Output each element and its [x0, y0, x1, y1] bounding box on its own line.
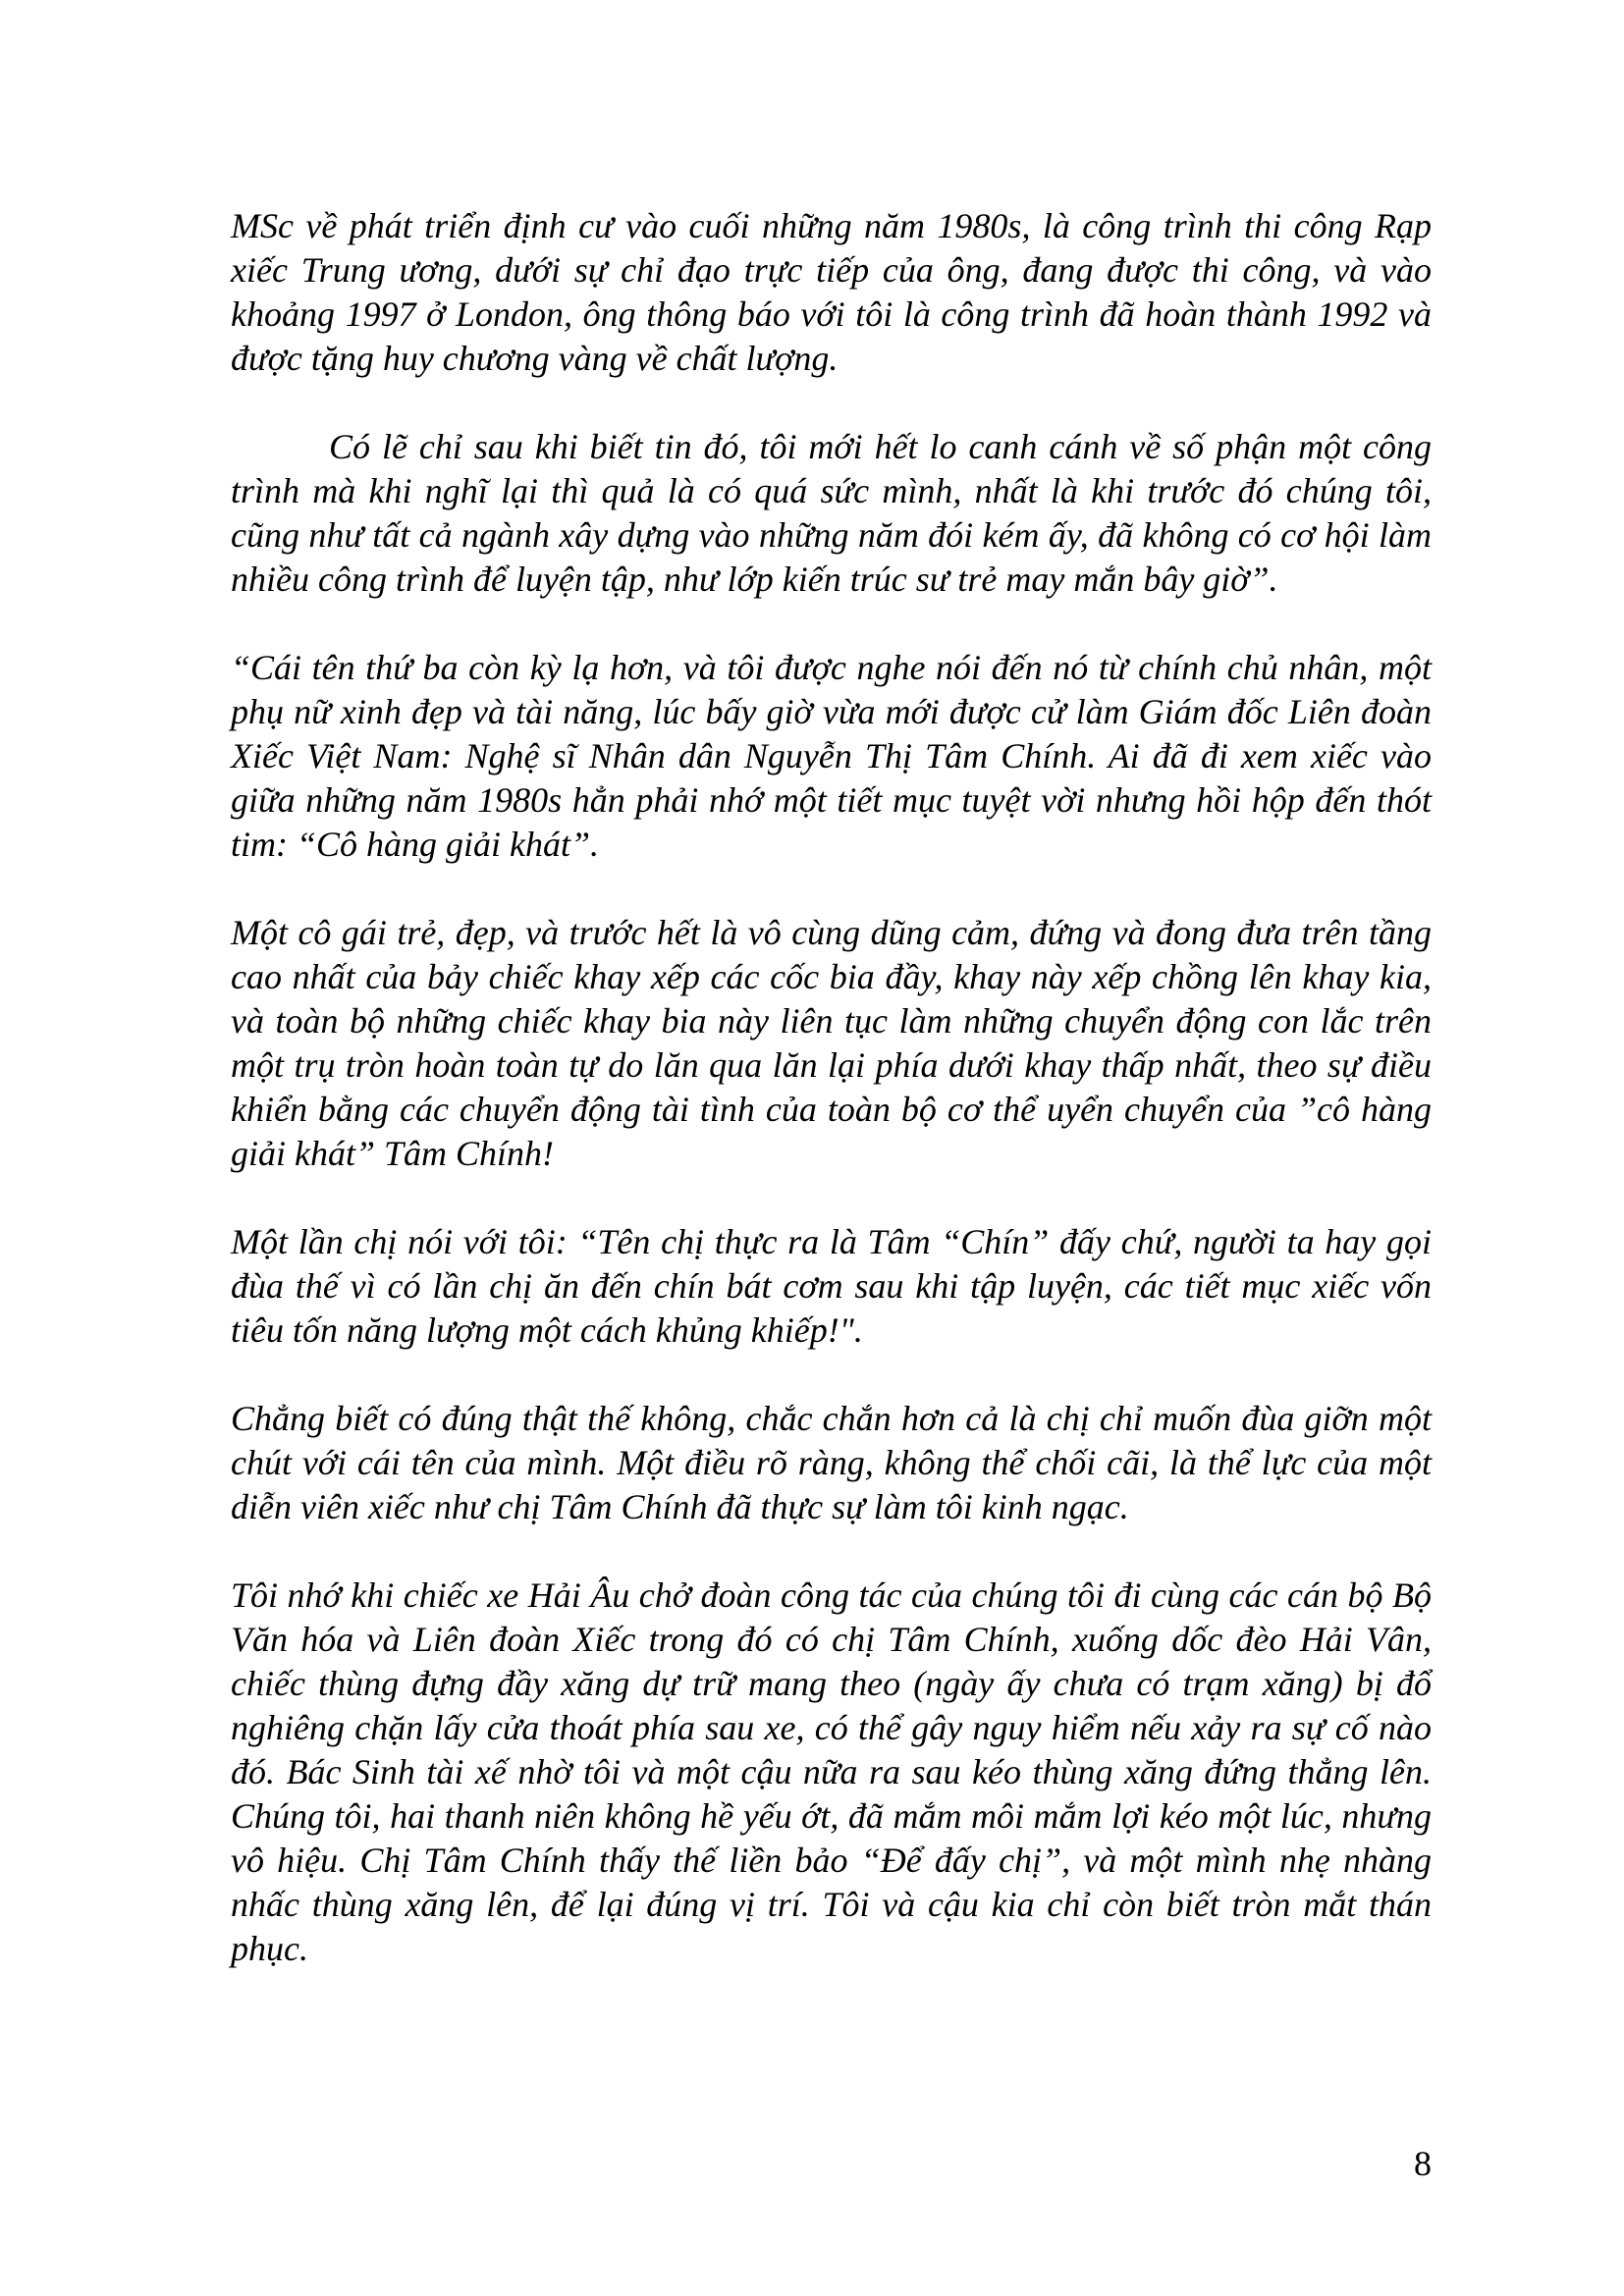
page-body — [231, 204, 1432, 2015]
paragraph: Một cô gái trẻ, đẹp, và trước hết là vô cùng dũng cảm, đứng và đong đưa trên tầng cao nhất của bảy chiếc khay xếp các cốc bia đầy, khay này xếp chồng lên khay kia, và toàn bộ những chiếc khay bia này liên tục làm những chuyển động con lắc trên một trụ tròn hoàn toàn tự do lăn qua lăn lại phía dưới khay thấp nhất, theo sự điều khiển bằng các chuyển động tài tình của toàn bộ cơ thể uyển chuyển của ”cô hàng giải khát” Tâm Chính! — [231, 913, 1432, 1173]
paragraph: “Cái tên thứ ba còn kỳ lạ hơn, và tôi được nghe nói đến nó từ chính chủ nhân, một phụ nữ xinh đẹp và tài năng, lúc bấy giờ vừa mới được cử làm Giám đốc Liên đoàn Xiếc Việt Nam: Nghệ sĩ Nhân dân Nguyễn Thị Tâm Chính. Ai đã đi xem xiếc vào giữa những năm 1980s hẳn phải nhớ một tiết mục tuyệt vời nhưng hồi hộp đến thót tim: “Cô hàng giải khát”. — [231, 648, 1432, 864]
paragraph: Có lẽ chỉ sau khi biết tin đó, tôi mới hết lo canh cánh về số phận một công trình mà khi nghĩ lại thì quả là có quá sức mình, nhất là khi trước đó chúng tôi, cũng như tất cả ngành xây dựng vào những năm đói kém ấy, đã không có cơ hội làm nhiều công trình để luyện tập, như lớp kiến trúc sư trẻ may mắn bây giờ”. — [231, 427, 1432, 599]
paragraph: Tôi nhớ khi chiếc xe Hải Âu chở đoàn công tác của chúng tôi đi cùng các cán bộ Bộ Văn hóa và Liên đoàn Xiếc trong đó có chị Tâm Chính, xuống dốc đèo Hải Vân, chiếc thùng đựng đầy xăng dự trữ mang theo (ngày ấy chưa có trạm xăng) bị đổ nghiêng chặn lấy cửa thoát phía sau xe, có thể gây nguy hiểm nếu xảy ra sự cố nào đó. Bác Sinh tài xế nhờ tôi và một cậu nữa ra sau kéo thùng xăng đứng thẳng lên. Chúng tôi, hai thanh niên không hề yếu ớt, đã mắm môi mắm lợi kéo một lúc, nhưng vô hiệu. Chị Tâm Chính thấy thế liền bảo “Để đấy chị”, và một mình nhẹ nhàng nhấc thùng xăng lên, để lại đúng vị trí. Tôi và cậu kia chỉ còn biết tròn mắt thán phục. — [231, 1575, 1432, 1968]
paragraph: Chẳng biết có đúng thật thế không, chắc chắn hơn cả là chị chỉ muốn đùa giỡn một chút với cái tên của mình. Một điều rõ ràng, không thể chối cãi, là thể lực của một diễn viên xiếc như chị Tâm Chính đã thực sự làm tôi kinh ngạc. — [231, 1399, 1432, 1526]
page-footer — [231, 2142, 1432, 2186]
paragraph: MSc về phát triển định cư vào cuối những năm 1980s, là công trình thi công Rạp xiếc Trung ương, dưới sự chỉ đạo trực tiếp của ông, đang được thi công, và vào khoảng 1997 ở London, ông thông báo với tôi là công trình đã hoàn thành 1992 và được tặng huy chương vàng về chất lượng. — [231, 206, 1432, 378]
paragraph: Một lần chị nói với tôi: “Tên chị thực ra là Tâm “Chín” đấy chứ, người ta hay gọi đùa thế vì có lần chị ăn đến chín bát cơm sau khi tập luyện, các tiết mục xiếc vốn tiêu tốn năng lượng một cách khủng khiếp!". — [231, 1222, 1432, 1350]
page-number: 8 — [1414, 2144, 1432, 2183]
